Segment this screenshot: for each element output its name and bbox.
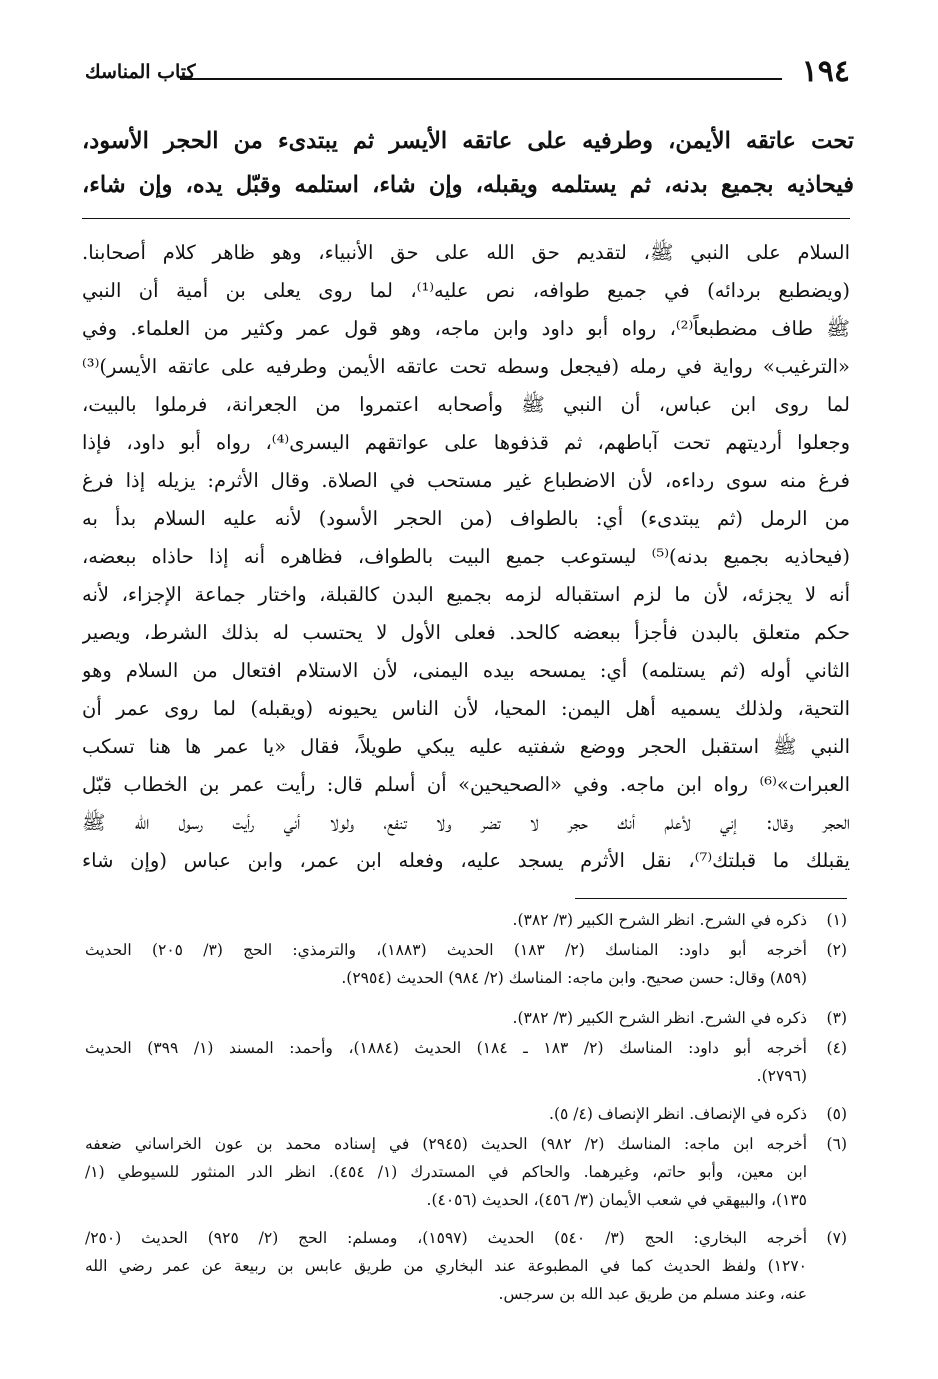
- matn-line: تحت عاتقه الأيمن، وطرفيه على عاتقه الأيسر ثم يبتدىء من الحجر الأسود،: [82, 128, 854, 154]
- footnote-number: (٥): [826, 1105, 847, 1123]
- commentary-line: (ويضطبع بردائه) في جميع طوافه، نص عليه⁽¹⁾، لما روى يعلى بن أمية أن النبي: [82, 279, 850, 302]
- commentary-line: لما روى ابن عباس، أن النبي ﷺ وأصحابه اعتمروا من الجعرانة، فرملوا بالبيت،: [82, 393, 850, 416]
- commentary-line: التحية، ولذلك يسميه أهل اليمن: المحيا، لأن الناس يحيونه (ويقبله) لما روى عمر أن: [82, 697, 850, 720]
- commentary-line: ﷺ طاف مضطبعاً⁽²⁾، رواه أبو داود وابن ماجه، وهو قول عمر وكثير من العلماء. وفي: [82, 317, 850, 340]
- commentary-line: الحجر وقال: إني لأعلم أنك حجر لا تضر ولا تنفع، ولولا أني رأيت رسول الله ﷺ: [82, 811, 850, 834]
- footnote-line: [82, 1223, 847, 1253]
- footnote-text: ذكره في الشرح. انظر الشرح الكبير (٣/ ٣٨٢).: [512, 1009, 807, 1027]
- footnote-line: [82, 1033, 847, 1063]
- footnote-text: ذكره في الشرح. انظر الشرح الكبير (٣/ ٣٨٢).: [512, 911, 807, 929]
- footnote-line: [82, 1099, 847, 1129]
- footnote-number: (٤): [826, 1039, 847, 1057]
- footnote-line: [82, 1279, 847, 1309]
- footnote-number: (١): [826, 911, 847, 929]
- footnote-number: (٣): [826, 1009, 847, 1027]
- footnote-divider: [575, 898, 847, 899]
- footnote-text: (٢٧٩٦).: [756, 1067, 807, 1085]
- footnote-line: [82, 1185, 847, 1215]
- footnote-line: [82, 1157, 847, 1187]
- commentary-line: من الرمل (ثم يبتدىء) أي: بالطواف (من الحجر الأسود) لأنه عليه السلام بدأ به: [82, 507, 850, 530]
- footnote-text: عنه، وعند مسلم من طريق عبد الله بن سرجس.: [498, 1285, 807, 1303]
- page-number: ١٩٤: [801, 54, 850, 89]
- footnote-line: [82, 905, 847, 935]
- footnote-text: (٨٥٩) وقال: حسن صحيح. وابن ماجه: المناسك (٢/ ٩٨٤) الحديث (٢٩٥٤).: [341, 969, 807, 987]
- footnote-text: ١٢٧٠) ولفظ الحديث كما في المطبوعة عند البخاري من طريق عابس بن ربيعة عن عمر رضي الله: [85, 1257, 807, 1275]
- commentary-line: فرغ منه سوى رداءه، لأن الاضطباع غير مستحب في الصلاة. وقال الأثرم: يزيله إذا فرغ: [82, 469, 850, 492]
- footnote-line: [82, 1003, 847, 1033]
- page-header: [85, 52, 850, 92]
- section-divider: [82, 218, 850, 219]
- commentary-line: «الترغيب» رواية في رمله (فيجعل وسطه تحت عاتقه الأيمن وطرفيه على عاتقه الأيسر)⁽³⁾: [82, 355, 850, 378]
- footnote-text: أخرجه أبو داود: المناسك (٢/ ١٨٣ ـ ١٨٤) الحديث (١٨٨٤)، وأحمد: المسند (١/ ٣٩٩) الحديث: [85, 1039, 807, 1057]
- commentary-line: أنه لا يجزئه، لأن ما لزم استقباله لزمه بجميع البدن كالقبلة، واختار جماعة الإجزاء، لأنه: [82, 583, 850, 606]
- footnote-line: [82, 935, 847, 965]
- footnote-text: ١٣٥)، والبيهقي في شعب الأيمان (٣/ ٤٥٦)، الحديث (٤٠٥٦).: [426, 1191, 807, 1209]
- footnote-number: (٦): [826, 1135, 847, 1153]
- footnote-text: أخرجه ابن ماجه: المناسك (٢/ ٩٨٢) الحديث (٢٩٤٥) في إسناده محمد بن عون الخراساني ضعفه: [85, 1135, 807, 1153]
- commentary-line: حكم متعلق بالبدن فأجزأ ببعضه كالحد. فعلى الأول لا يحتسب له بذلك الشرط، ويصير: [82, 621, 850, 644]
- footnote-line: [82, 1061, 847, 1091]
- footnote-number: (٧): [826, 1229, 847, 1247]
- footnote-text: أخرجه البخاري: الحج (٣/ ٥٤٠) الحديث (١٥٩٧)، ومسلم: الحج (٢/ ٩٢٥) الحديث (٢٥٠/: [85, 1229, 808, 1247]
- matn-line: فيحاذيه بجميع بدنه، ثم يستلمه ويقبله، وإن شاء، استلمه وقبّل يده، وإن شاء،: [82, 172, 854, 198]
- footnote-text: ابن معين، وأبو حاتم، وغيرهما. والحاكم في المستدرك (١/ ٤٥٤). انظر الدر المنثور للسيوطي (١/: [85, 1163, 807, 1181]
- commentary-line: النبي ﷺ استقبل الحجر ووضع شفتيه عليه يبكي طويلاً، فقال «يا عمر ها هنا تسكب: [82, 735, 850, 758]
- footnote-line: [82, 1251, 847, 1281]
- footnote-number: (٢): [826, 941, 847, 959]
- footnote-text: أخرجه أبو داود: المناسك (٢/ ١٨٣) الحديث (١٨٨٣)، والترمذي: الحج (٣/ ٢٠٥) الحديث: [85, 941, 807, 959]
- footnote-line: [82, 963, 847, 993]
- commentary-line: وجعلوا أرديتهم تحت آباطهم، ثم قذفوها على عواتقهم اليسرى⁽⁴⁾، رواه أبو داود، فإذا: [82, 431, 850, 454]
- commentary-line: يقبلك ما قبلتك⁽⁷⁾، نقل الأثرم يسجد عليه، وفعله ابن عمر، وابن عباس (وإن شاء: [82, 849, 850, 872]
- footnote-text: ذكره في الإنصاف. انظر الإنصاف (٤/ ٥).: [549, 1105, 807, 1123]
- commentary-line: (فيحاذيه بجميع بدنه)⁽⁵⁾ ليستوعب جميع البيت بالطواف، فظاهره أنه إذا حاذاه ببعضه،: [82, 545, 850, 568]
- book-title: كتاب المناسك: [85, 61, 196, 83]
- footnote-line: [82, 1129, 847, 1159]
- commentary-line: العبرات»⁽⁶⁾ رواه ابن ماجه. وفي «الصحيحين» أن أسلم قال: رأيت عمر بن الخطاب قبّل: [82, 773, 850, 796]
- commentary-line: السلام على النبي ﷺ، لتقديم حق الله على حق الأنبياء، وهو ظاهر كلام أصحابنا.: [82, 241, 850, 264]
- header-rule: [180, 78, 782, 80]
- commentary-line: الثاني أوله (ثم يستلمه) أي: يمسحه بيده اليمنى، لأن الاستلام افتعال من السلام وهو: [82, 659, 850, 682]
